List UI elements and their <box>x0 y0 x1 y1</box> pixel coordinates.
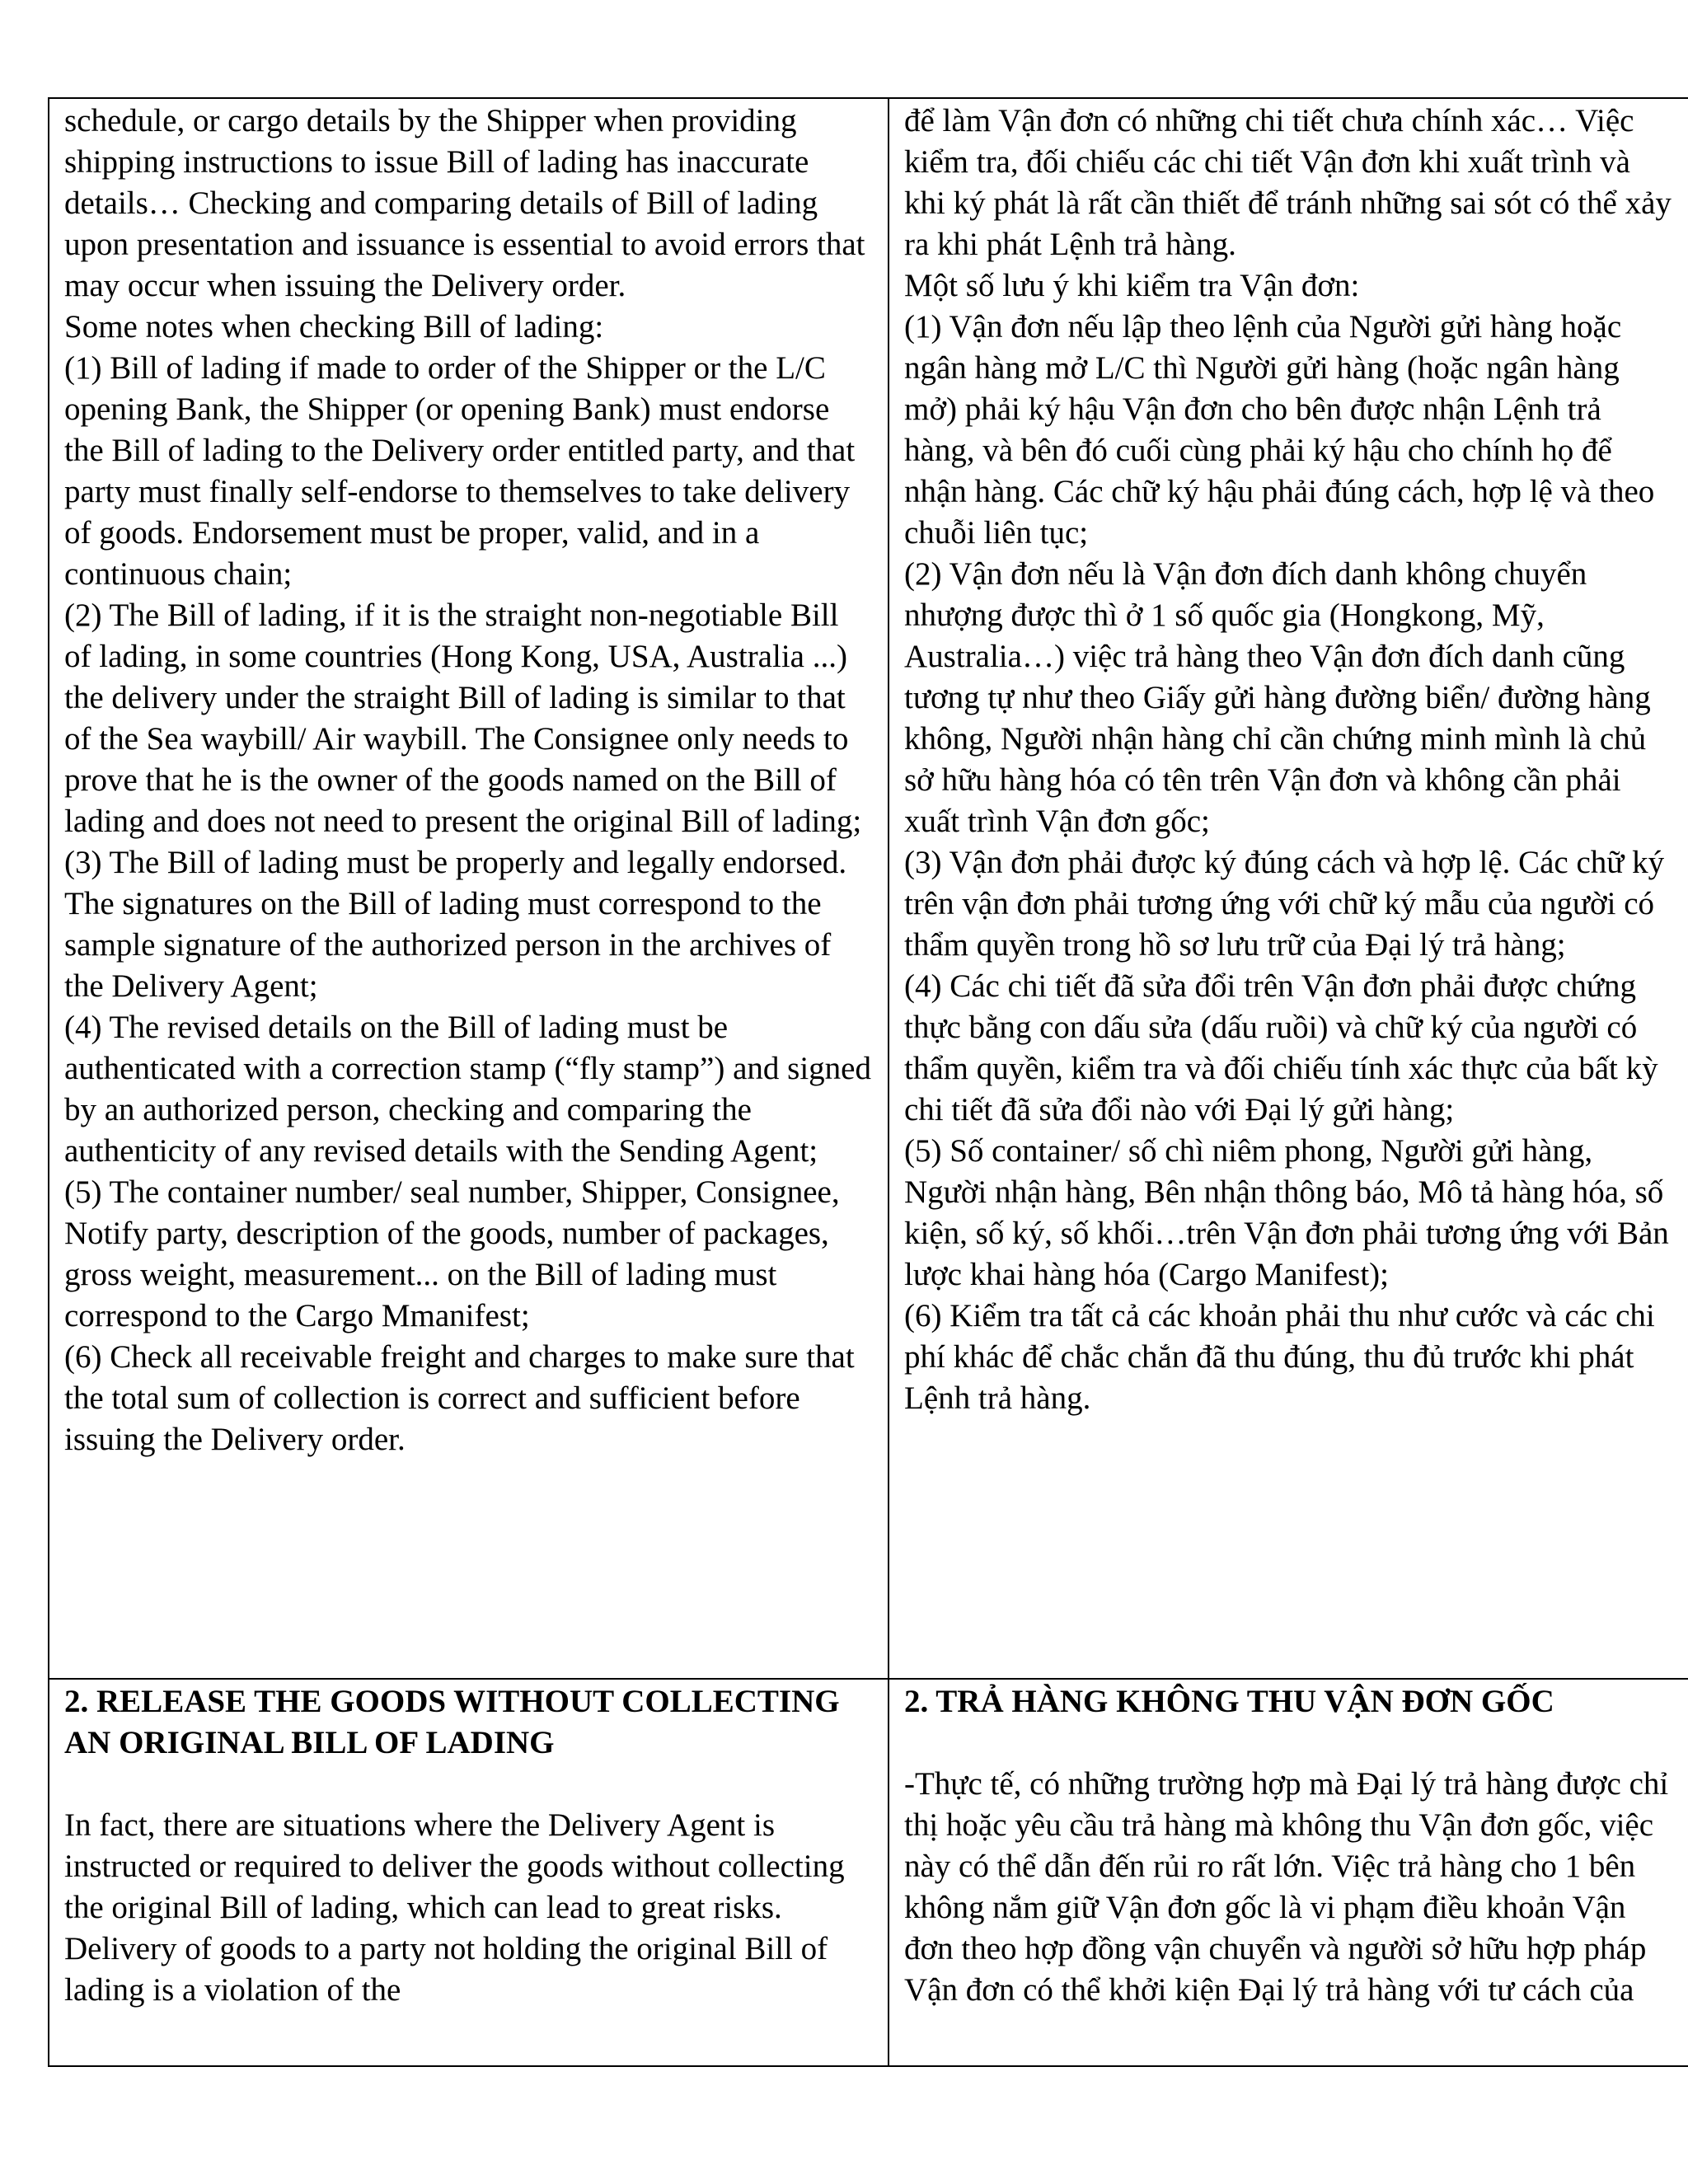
vietnamese-paragraph: (5) Số container/ số chì niêm phong, Người gửi hàng, Người nhận hàng, Bên nhận thông báo, Mô tả hàng hóa, số kiện, số ký, số khối…trên Vận đơn phải tương ứng với Bản lược khai hàng hóa (Cargo Manifest); <box>904 1133 1669 1292</box>
english-paragraph: (2) The Bill of lading, if it is the straight non-negotiable Bill of lading, in some countries (Hong Kong, USA, Australia ...) the delivery under the straight Bill of lading is similar to that of the Sea waybill/ Air waybill. The Consignee only needs to prove that he is the owner of the goods named on the Bill of lading and does not need to present the original Bill of lading; <box>64 598 862 839</box>
paragraph-spacer <box>904 1722 1675 1764</box>
table-row <box>49 98 1688 1679</box>
vietnamese-paragraph: (6) Kiểm tra tất cả các khoản phải thu như cước và các chi phí khác để chắc chắn đã thu đúng, thu đủ trước khi phát Lệnh trả hàng. <box>904 1298 1655 1416</box>
english-paragraph: (4) The revised details on the Bill of lading must be authenticated with a correction stamp (“fly stamp”) and signed by an authorized person, checking and comparing the authenticity of any revised details with the Sending Agent; <box>64 1010 871 1169</box>
english-paragraph: (1) Bill of lading if made to order of the Shipper or the L/C opening Bank, the Shipper (or opening Bank) must endorse the Bill of lading to the Delivery order entitled party, and that party must finally self-endorse to themselves to take delivery of goods. Endorsement must be proper, valid, and in a continuous chain; <box>64 350 856 592</box>
english-paragraph: Some notes when checking Bill of lading: <box>64 309 604 344</box>
english-paragraph: (3) The Bill of lading must be properly and legally endorsed. The signatures on the Bill of lading must correspond to the sample signature of the authorized person in the archives of the Delivery Agent; <box>64 845 847 1004</box>
vietnamese-paragraph: để làm Vận đơn có những chi tiết chưa chính xác… Việc kiểm tra, đối chiếu các chi tiết Vận đơn khi xuất trình và khi ký phát là rất cần thiết để tránh những sai sót có thể xảy ra khi phát Lệnh trả hàng. <box>904 103 1672 262</box>
vietnamese-paragraph: (4) Các chi tiết đã sửa đổi trên Vận đơn phải được chứng thực bằng con dấu sửa (dấu ruồi) và chữ ký của người có thẩm quyền, kiểm tra và đối chiếu tính xác thực của bất kỳ chi tiết đã sửa đổi nào với Đại lý gửi hàng; <box>904 968 1658 1127</box>
english-paragraph: schedule, or cargo details by the Shipper when providing shipping instructions to issue Bill of lading has inaccurate details… Checking and comparing details of Bill of lading upon presentation and issuance is essential to avoid errors that may occur when issuing the Delivery order. <box>64 103 865 303</box>
bilingual-table <box>48 97 1688 2067</box>
vietnamese-paragraph: (1) Vận đơn nếu lập theo lệnh của Người gửi hàng hoặc ngân hàng mở L/C thì Người gửi hàng (hoặc ngân hàng mở) phải ký hậu Vận đơn cho bên được nhận Lệnh trả hàng, và bên đó cuối cùng phải ký hậu cho chính họ để nhận hàng. Các chữ ký hậu phải đúng cách, hợp lệ và theo chuỗi liên tục; <box>904 309 1655 551</box>
english-paragraph: In fact, there are situations where the Delivery Agent is instructed or required to deliver the goods without collecting the original Bill of lading, which can lead to great risks. Delivery of goods to a party not holding the original Bill of lading is a violation of the <box>64 1807 845 2008</box>
section-heading-english: 2. RELEASE THE GOODS WITHOUT COLLECTING AN ORIGINAL BILL OF LADING <box>64 1684 840 1760</box>
section-heading-vietnamese: 2. TRẢ HÀNG KHÔNG THU VẬN ĐƠN GỐC <box>904 1684 1554 1719</box>
english-paragraph: (6) Check all receivable freight and charges to make sure that the total sum of collection is correct and sufficient before issuing the Delivery order. <box>64 1339 855 1457</box>
vietnamese-paragraph: Một số lưu ý khi kiểm tra Vận đơn: <box>904 268 1360 303</box>
english-paragraph: (5) The container number/ seal number, Shipper, Consignee, Notify party, description of the goods, number of packages, gross weight, measurement... on the Bill of lading must correspond to the Cargo Mmanifest; <box>64 1174 840 1333</box>
english-cell <box>49 98 889 1679</box>
vietnamese-paragraph: (3) Vận đơn phải được ký đúng cách và hợp lệ. Các chữ ký trên vận đơn phải tương ứng với chữ ký mẫu của người có thẩm quyền trong hồ sơ lưu trữ của Đại lý trả hàng; <box>904 845 1665 963</box>
paragraph-spacer <box>64 1764 873 1805</box>
vietnamese-cell <box>889 98 1688 1679</box>
vietnamese-paragraph: -Thực tế, có những trường hợp mà Đại lý trả hàng được chỉ thị hoặc yêu cầu trả hàng mà không thu Vận đơn gốc, việc này có thể dẫn đến rủi ro rất lớn. Việc trả hàng cho 1 bên không nắm giữ Vận đơn gốc là vi phạm điều khoản Vận đơn theo hợp đồng vận chuyển và người sở hữu hợp pháp Vận đơn có thể khởi kiện Đại lý trả hàng với tư cách của <box>904 1766 1669 2008</box>
english-cell <box>49 1679 889 2066</box>
vietnamese-cell <box>889 1679 1688 2066</box>
vietnamese-paragraph: (2) Vận đơn nếu là Vận đơn đích danh không chuyển nhượng được thì ở 1 số quốc gia (Hongkong, Mỹ, Australia…) việc trả hàng theo Vận đơn đích danh cũng tương tự như theo Giấy gửi hàng đường biển/ đường hàng không, Người nhận hàng chỉ cần chứng minh mình là chủ sở hữu hàng hóa có tên trên Vận đơn và không cần phải xuất trình Vận đơn gốc; <box>904 556 1651 839</box>
table-row <box>49 1679 1688 2066</box>
